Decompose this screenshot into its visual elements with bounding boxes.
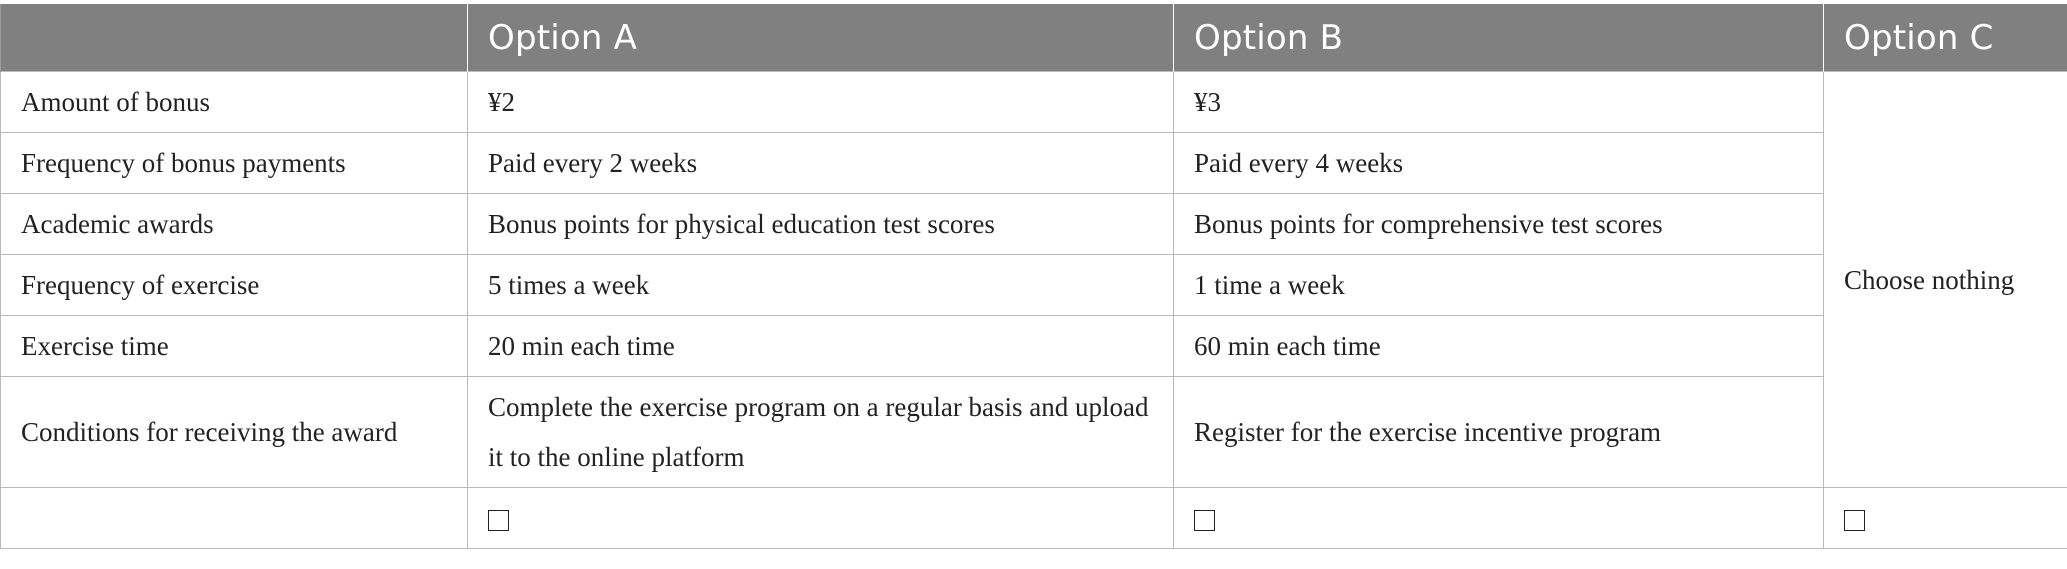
option-a-cell: 5 times a week (468, 255, 1174, 316)
header-row (1, 4, 2067, 72)
option-c-checkbox[interactable] (1844, 510, 1865, 531)
row-label: Conditions for receiving the award (1, 377, 468, 488)
option-b-checkbox[interactable] (1194, 510, 1215, 531)
option-b-cell: Register for the exercise incentive program (1174, 377, 1824, 488)
table-row (1, 316, 2067, 377)
option-b-cell: 60 min each time (1174, 316, 1824, 377)
option-a-cell: Paid every 2 weeks (468, 133, 1174, 194)
choice-table-container (0, 4, 2067, 549)
checkbox-row (1, 488, 2067, 549)
option-b-checkbox-cell (1174, 488, 1824, 549)
option-b-cell: ¥3 (1174, 72, 1824, 133)
option-b-cell: Paid every 4 weeks (1174, 133, 1824, 194)
row-label: Frequency of bonus payments (1, 133, 468, 194)
header-blank (1, 4, 468, 72)
option-a-checkbox[interactable] (488, 510, 509, 531)
option-c-cell: Choose nothing (1824, 72, 2067, 488)
table-row (1, 255, 2067, 316)
option-a-cell: Bonus points for physical education test scores (468, 194, 1174, 255)
header-option-c: Option C (1824, 4, 2067, 72)
option-a-cell: Complete the exercise program on a regular basis and upload it to the online platform (468, 377, 1174, 488)
option-b-cell: Bonus points for comprehensive test scores (1174, 194, 1824, 255)
option-a-cell: 20 min each time (468, 316, 1174, 377)
option-a-checkbox-cell (468, 488, 1174, 549)
table-row (1, 194, 2067, 255)
header-option-b: Option B (1174, 4, 1824, 72)
choice-table (0, 4, 2067, 549)
checkbox-row-label (1, 488, 468, 549)
option-b-cell: 1 time a week (1174, 255, 1824, 316)
row-label: Academic awards (1, 194, 468, 255)
table-row (1, 133, 2067, 194)
row-label: Frequency of exercise (1, 255, 468, 316)
header-option-a: Option A (468, 4, 1174, 72)
option-a-cell: ¥2 (468, 72, 1174, 133)
row-label: Exercise time (1, 316, 468, 377)
option-c-checkbox-cell (1824, 488, 2067, 549)
row-label: Amount of bonus (1, 72, 468, 133)
table-row (1, 377, 2067, 488)
table-row (1, 72, 2067, 133)
